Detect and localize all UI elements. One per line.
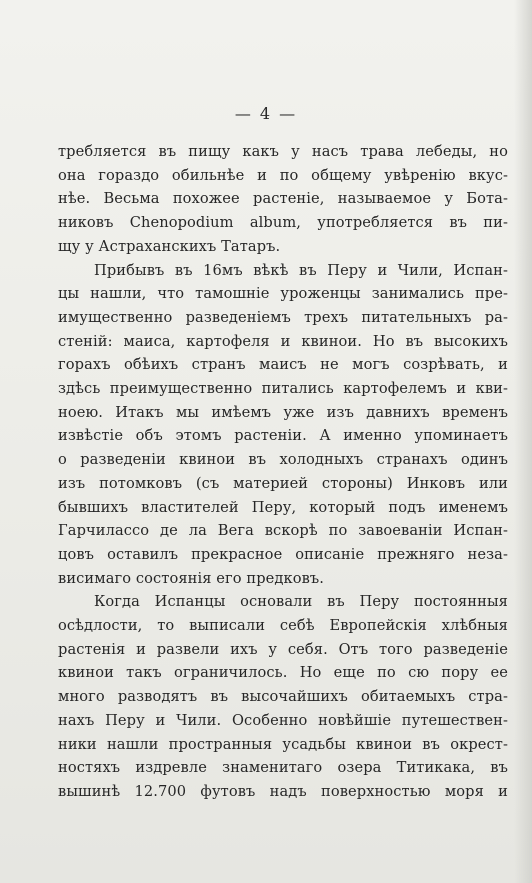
text-line: здѣсь преимущественно питались картофелемъ и кви- [58,380,508,398]
body-text [58,140,508,804]
text-line: ностяхъ издревле знаменитаго озера Титикака, въ [58,759,508,777]
text-line: цы нашли, что тамошніе уроженцы занимались пре- [58,285,508,303]
text-line: Гарчилассо де ла Вега вскорѣ по завоеваніи Испан- [58,522,508,540]
text-line: Прибывъ въ 16мъ вѣкѣ въ Перу и Чили, Испан- [94,261,508,279]
page-number: — 4 — [234,104,298,123]
text-line: цовъ оставилъ прекрасное описаніе прежняго неза- [58,545,508,563]
text-line: она гораздо обильнѣе и по общему увѣренію вкус- [58,166,508,184]
text-line: изъ потомковъ (съ материей стороны) Инковъ или [58,474,508,492]
text-line: нахъ Перу и Чили. Особенно новѣйшіе путешествен- [58,711,508,729]
text-line: ноею. Итакъ мы имѣемъ уже изъ давнихъ временъ [58,403,508,421]
text-line: никовъ Chenopodium album, употребляется въ пи- [58,214,508,232]
text-line: много разводятъ въ высочайшихъ обитаемыхъ стра- [58,688,508,706]
text-line: требляется въ пищу какъ у насъ трава лебеды, но [58,143,508,160]
text-line: стеній: маиса, картофеля и квинои. Но въ высокихъ [58,332,508,350]
text-line: имущественно разведеніемъ трехъ питательныхъ ра- [58,308,508,326]
text-line: висимаго состоянія его предковъ. [58,569,325,587]
text-line: растенія и развели ихъ у себя. Отъ того разведеніе [58,640,508,658]
page-edge-shadow [514,0,532,883]
text-line: о разведеніи квинои въ холодныхъ странахъ одинъ [58,451,508,469]
text-line: щу у Астраханскихъ Татаръ. [58,237,281,255]
text-line: бывшихъ властителей Перу, который подъ именемъ [58,498,508,516]
text-line: вышинѣ 12.700 футовъ надъ поверхностью моря и [58,782,508,800]
text-line: Когда Испанцы основали въ Перу постоянныя [94,593,508,611]
text-line: нѣе. Весьма похожее растеніе, называемое у Бота- [58,190,508,208]
text-line: ники нашли пространныя усадьбы квинои въ окрест- [58,735,508,753]
text-line: осѣдлости, то выписали себѣ Европейскія хлѣбныя [58,617,508,635]
text-line: извѣстіе объ этомъ растеніи. А именно упоминаетъ [58,427,508,445]
text-line: квинои такъ ограничилось. Но еще по сю пору ее [58,664,508,682]
text-line: горахъ обѣихъ странъ маисъ не могъ созрѣвать, и [58,356,508,374]
